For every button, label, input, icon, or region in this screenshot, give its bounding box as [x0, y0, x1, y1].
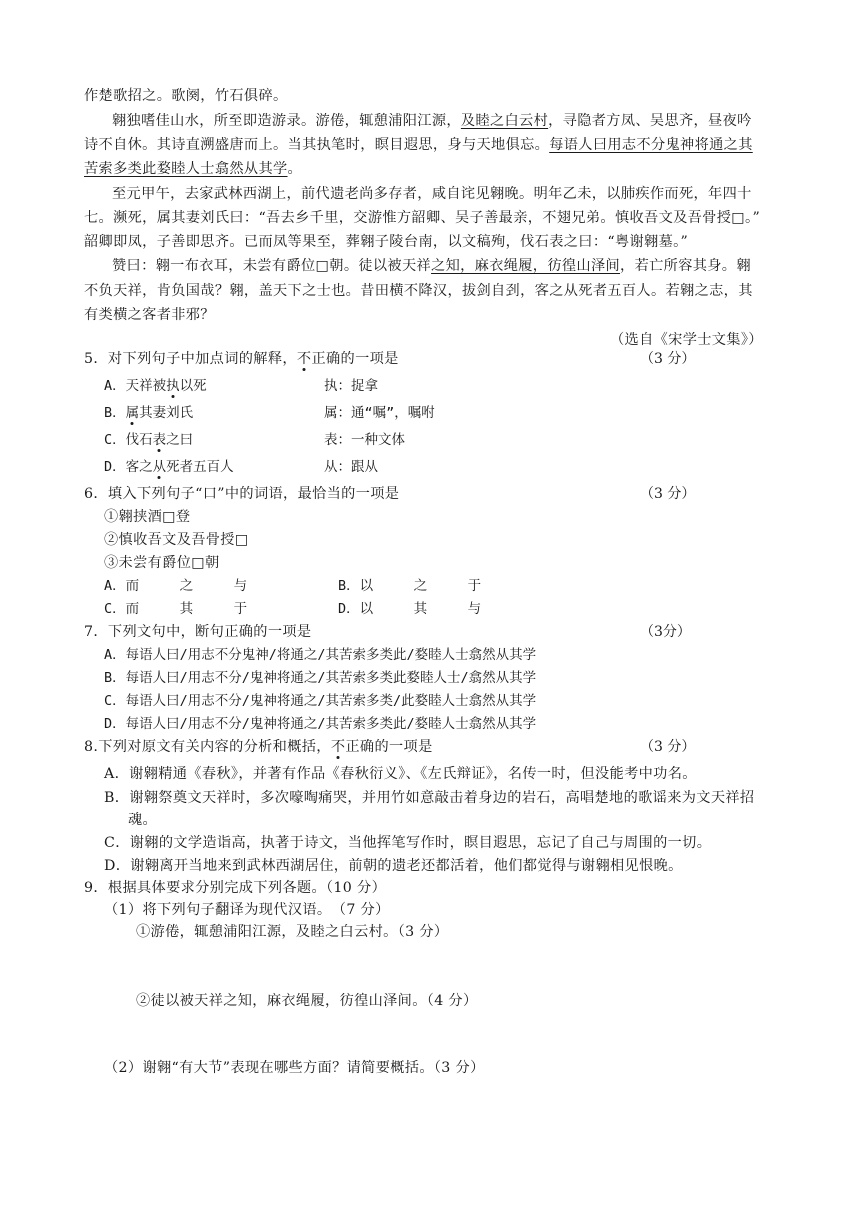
passage-line: [84, 208, 760, 228]
q7-option-b: B．每语人曰/用志不分/鬼神将通之/其苦索多类此婺睦人士/翕然从其学: [104, 670, 537, 686]
underlined-text: 及睦之白云村: [460, 113, 549, 129]
q5-option-c: [104, 430, 193, 450]
q5-option-d-explanation: 从：跟从: [324, 459, 378, 475]
stem-text: 正确的一项是: [311, 351, 399, 367]
q6-sentence-3: ③未尝有爵位□朝: [104, 555, 220, 571]
q5-option-b-explanation: 属：通“嘱”，嘱咐: [324, 405, 435, 421]
q6-option-c: C．而 其 于: [104, 601, 248, 617]
q5-option-d: [104, 457, 234, 477]
question-6-score: （3 分）: [640, 486, 696, 502]
passage-text: 翱独嗜佳山水，所至即造游录。游倦，辄憩浦阳江源，: [112, 113, 461, 129]
q9-subquestion-1: （1）将下列句子翻译为现代汉语。 （7 分）: [104, 902, 390, 918]
q5-option-c-explanation: 表：一种文体: [324, 432, 405, 448]
option-text: 以死: [179, 378, 207, 394]
underlined-text: 之知，麻衣绳履，彷徨山泽间: [431, 258, 621, 274]
question-7-stem: 7．下列文句中，断句正确的一项是: [84, 624, 312, 640]
q6-sentence-2: ②慎收吾文及吾骨授□: [104, 532, 249, 548]
dotted-char: 不: [330, 739, 346, 755]
passage-line: [112, 256, 751, 276]
passage-text: 七。濒死，属其妻刘氏曰：“吾去乡千里，交游惟方韶卿、吴子善最亲，不翅兄弟。慎收吾文及吾骨授□。”: [84, 210, 761, 226]
option-text: D．客之: [104, 459, 153, 475]
question-6-stem: 6．填入下列句子“口”中的词语，最恰当的一项是: [84, 486, 400, 502]
passage-text: 有类横之客者非邪？: [84, 307, 215, 323]
option-text: 死者五百人: [166, 459, 234, 475]
passage-line: [84, 159, 302, 179]
passage-text: 不负天祥，肯负国哉？翱，盖天下之士也。昔田横不降汉，拔剑自刭，客之从死者五百人。若翱之志，其: [84, 283, 753, 299]
q6-option-d: D．以 其 与: [338, 601, 482, 617]
dotted-char: 执: [166, 378, 180, 394]
question-5-score: （3 分）: [640, 351, 696, 367]
question-8-stem: [84, 737, 433, 757]
passage-text: 诗不自休。其诗直溯盛唐而上。当其执笔时，瞑目遐思，身与天地俱忘。: [84, 137, 550, 153]
passage-text: 至元甲午，去家武林西湖上，前代遗老尚多存者，咸自诧见翱晚。明年乙未，以肺疾作而死，年四十: [112, 186, 752, 202]
q8-option-a: A．谢翱精通《春秋》，并著有作品《春秋衍义》、《左氏辩证》，名传一时，但没能考中功名。: [104, 766, 697, 782]
q8-option-b-cont: 魂。: [128, 812, 158, 828]
passage-text: 赞曰：翱一布衣耳，未尝有爵位□朝。徒以被天祥: [112, 258, 432, 274]
passage-line: [84, 305, 215, 325]
dotted-char: 从: [152, 459, 167, 475]
stem-text: 8.下列对原文有关内容的分析和概括，: [84, 739, 331, 755]
passage-line: [112, 184, 752, 204]
passage-line: [84, 86, 288, 106]
q7-option-d: D．每语人曰/用志不分/鬼神将通之/其苦索多类此/婺睦人士翕然从其学: [104, 716, 537, 732]
q5-option-a: [104, 376, 207, 396]
dotted-char: 属: [125, 405, 140, 421]
q6-option-a: A．而 之 与: [104, 578, 248, 594]
passage-text: ，若亡所容其身。翱: [620, 258, 751, 274]
passage-text: ，寻隐者方凤、吴思齐，昼夜吟: [548, 113, 752, 129]
q8-option-d: D．谢翱离开当地来到武林西湖居住，前朝的遗老还都活着，他们都觉得与谢翱相见恨晚。: [104, 858, 683, 874]
question-9-stem: 9．根据具体要求分别完成下列各题。（10 分）: [84, 880, 387, 896]
option-text: A．天祥被: [104, 378, 167, 394]
q8-option-c: C．谢翱的文学造诣高，执著于诗文，当他挥笔写作时，瞑目遐思，忘记了自己与周围的一切。: [104, 835, 712, 851]
q6-option-b: B．以 之 于: [338, 578, 482, 594]
passage-source: [610, 330, 763, 350]
underlined-text: 苦索多类此婺睦人士翕然从其学: [84, 161, 288, 177]
option-text: 其妻刘氏: [139, 405, 194, 421]
q8-option-b: B．谢翱祭奠文天祥时，多次嚎啕痛哭，并用竹如意敲击着身边的岩石，高唱楚地的歌谣来为文天祥招: [104, 790, 755, 806]
q9-subquestion-2: （2）谢翱“有大节”表现在哪些方面？请简要概括。（3 分）: [104, 1060, 485, 1076]
q7-option-a: A．每语人曰/用志不分鬼神/将通之/其苦索多类此/婺睦人士翕然从其学: [104, 647, 537, 663]
dotted-char: 表: [152, 432, 167, 448]
question-8-score: （3 分）: [640, 739, 696, 755]
q5-option-b: [104, 403, 193, 423]
passage-text: 韶卿即凤，子善即思齐。已而凤等果至，葬翱子陵台南，以文稿殉，伐石表之曰：“粤谢翱墓。”: [84, 234, 689, 250]
passage-text: 作楚歌招之。歌阕，竹石俱碎。: [84, 88, 288, 104]
q6-sentence-1: ①翱挟酒□登: [104, 509, 191, 525]
underlined-text: 每语人曰用志不分鬼神将通之其: [549, 137, 753, 153]
option-text: B．: [104, 405, 126, 421]
q9-translation-1: ①游倦，辄憩浦阳江源，及睦之白云村。（3 分）: [136, 924, 449, 940]
question-7-score: （3分）: [640, 624, 691, 640]
passage-text: 。: [287, 161, 303, 177]
source-text: （选自《宋学士文集》）: [610, 332, 763, 348]
stem-text: 5．对下列句子中加点词的解释，: [84, 351, 297, 367]
option-text: C．伐石: [104, 432, 153, 448]
stem-text: 正确的一项是: [345, 739, 433, 755]
q5-option-a-explanation: 执：捉拿: [324, 378, 378, 394]
q9-translation-2: ②徒以被天祥之知，麻衣绳履，彷徨山泽间。（4 分）: [136, 993, 478, 1009]
question-5-stem: [84, 349, 399, 369]
passage-line: [84, 135, 753, 155]
option-text: 之曰: [166, 432, 194, 448]
passage-line: [112, 111, 752, 131]
passage-line: [84, 232, 688, 252]
q7-option-c: C．每语人曰/用志不分/鬼神将通之/其苦索多类/此婺睦人士翕然从其学: [104, 693, 537, 709]
dotted-char: 不: [296, 351, 312, 367]
passage-line: [84, 281, 753, 301]
